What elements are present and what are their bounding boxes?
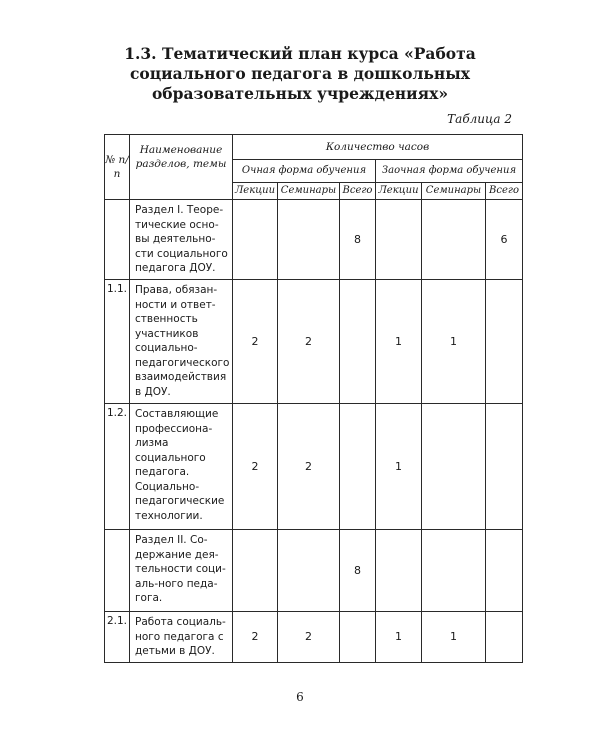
ft-seminars <box>278 200 340 280</box>
pt-seminars <box>422 404 486 530</box>
header-name: Наименование разделов, темы <box>130 135 233 200</box>
row-name: Раздел I. Теоре-тические осно-вы деятельно-сти социального педагога ДОУ. <box>130 200 233 280</box>
ft-seminars: 2 <box>278 404 340 530</box>
pt-total <box>486 404 523 530</box>
pt-lectures: 1 <box>376 280 422 404</box>
ft-lectures <box>233 530 278 612</box>
table-row <box>105 612 523 663</box>
header-parttime: Заочная форма обучения <box>376 160 523 183</box>
page-number: 6 <box>296 690 304 704</box>
table-row <box>105 280 523 404</box>
row-num <box>105 200 130 280</box>
ft-seminars: 2 <box>278 612 340 663</box>
row-name: Права, обязан-ности и ответ-ственность участников социально-педагогического взаимодействия в ДОУ. <box>130 280 233 404</box>
row-num: 2.1. <box>105 612 130 663</box>
title-line-2: социального педагога в дошкольных <box>129 64 471 83</box>
pt-seminars: 1 <box>422 280 486 404</box>
ft-lectures: 2 <box>233 612 278 663</box>
header-pt-lectures: Лекции <box>376 183 422 200</box>
row-name: Раздел II. Со-держание дея-тельности соци-аль-ного педа-гога. <box>130 530 233 612</box>
ft-lectures: 2 <box>233 280 278 404</box>
row-num: 1.2. <box>105 404 130 530</box>
header-num: № п/п <box>105 135 130 200</box>
ft-lectures: 2 <box>233 404 278 530</box>
row-num: 1.1. <box>105 280 130 404</box>
row-name: Составляющие профессиона-лизма социального педагога. Социально-педагогические технологии. <box>130 404 233 530</box>
header-pt-seminars: Семинары <box>422 183 486 200</box>
ft-total: 8 <box>340 530 376 612</box>
table-caption: Таблица 2 <box>447 112 512 126</box>
title-line-1: 1.3. Тематический план курса «Работа <box>124 44 476 63</box>
ft-total <box>340 280 376 404</box>
pt-total: 6 <box>486 200 523 280</box>
table-row <box>105 200 523 280</box>
table-row <box>105 530 523 612</box>
ft-lectures <box>233 200 278 280</box>
ft-total: 8 <box>340 200 376 280</box>
row-num <box>105 530 130 612</box>
section-title <box>90 44 510 104</box>
ft-total <box>340 612 376 663</box>
thematic-plan-table <box>104 134 523 663</box>
header-ft-total: Всего <box>340 183 376 200</box>
pt-lectures <box>376 200 422 280</box>
pt-seminars <box>422 530 486 612</box>
pt-lectures: 1 <box>376 612 422 663</box>
pt-total <box>486 280 523 404</box>
row-name: Работа социаль-ного педагога с детьми в ДОУ. <box>130 612 233 663</box>
header-fulltime: Очная форма обучения <box>233 160 376 183</box>
pt-total <box>486 530 523 612</box>
table-row <box>105 404 523 530</box>
ft-seminars: 2 <box>278 280 340 404</box>
pt-lectures <box>376 530 422 612</box>
pt-lectures: 1 <box>376 404 422 530</box>
header-ft-lectures: Лекции <box>233 183 278 200</box>
title-line-3: образовательных учреждениях» <box>151 84 449 103</box>
header-ft-seminars: Семинары <box>278 183 340 200</box>
header-pt-total: Всего <box>486 183 523 200</box>
pt-total <box>486 612 523 663</box>
pt-seminars: 1 <box>422 612 486 663</box>
ft-seminars <box>278 530 340 612</box>
ft-total <box>340 404 376 530</box>
pt-seminars <box>422 200 486 280</box>
header-hours: Количество часов <box>233 135 523 160</box>
